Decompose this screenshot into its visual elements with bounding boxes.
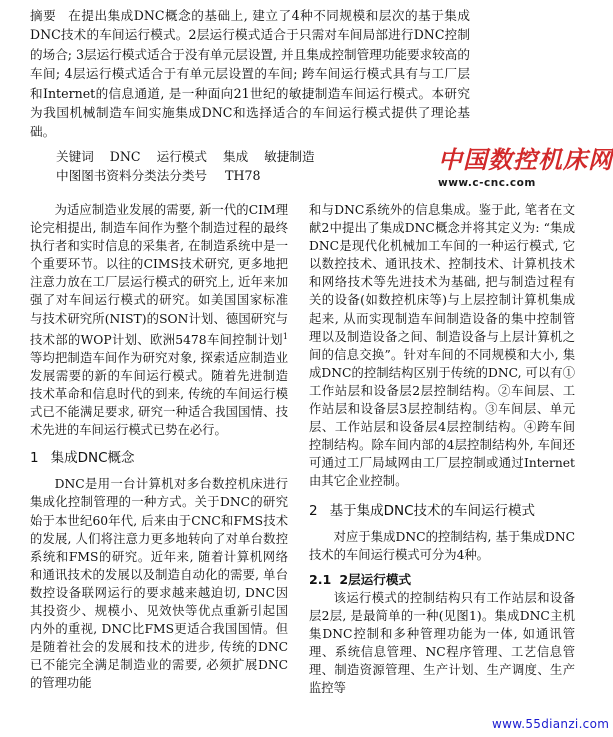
section1-paragraph: DNC是用一台计算机对多台数控机床进行集成化控制管理的一种方式。关于DNC的研究始于本世纪60年代, 后来由于CNC和FMS技术的发展, 人们将注意力更多地转向了对单台数控系统和FMS的研究。近年来, 随着计算机网络和通讯技术的发展以及制造自动化的需要, 单台数控设备联网运行的要求越来越迫切, DNC因其投资少、规模小、见效快等优点重新引起国内外的重视, DNC比FMS更适合我国国情。但是随着社会的发展和技术的进步, 传统的DNC已不能完全满足制造业的需要, 必须扩展DNC的管理功能	[30, 477, 288, 691]
section2-paragraph: 对应于集成DNC的控制结构, 基于集成DNC技术的车间运行模式可分为4种。	[309, 529, 575, 562]
section-heading	[309, 501, 575, 521]
intro-text: 为适应制造业发展的需要, 新一代的CIM理论完相提出, 制造车间作为整个制造过程的最终执行者和实时信息的采集者, 在制造系统中是一个重要环节。以往的CIMS技术研究, 更多地把注意力放在工厂层运行模式的研究上, 近年来加强了对车间运行模式的研究。如美国国家标准与技术研究所(NIST)的SON计划、德国研究与技术部的WOP计划、欧洲5478车间控制计划	[30, 203, 288, 347]
keyword-item: 集成	[222, 149, 249, 164]
section-number: 1	[30, 450, 39, 467]
abstract-label: 摘要	[30, 8, 57, 23]
subsection-number: 2.1	[309, 571, 332, 587]
logo-url: www.c-cnc.com	[438, 177, 536, 189]
keyword-item: 运行模式	[156, 149, 207, 164]
section-title: 集成DNC概念	[50, 450, 135, 467]
keywords-label: 关键词	[56, 149, 94, 164]
classification-label: 中图图书资料分类法分类号	[56, 168, 208, 183]
continued-paragraph: 和与DNC系统外的信息集成。鉴于此, 笔者在文献2中提出了集成DNC概念并将其定义为: “集成DNC是现代化机械加工车间的一种运行模式, 它以数控技术、通讯技术、控制技术、计算机技术和网络技术等先进技术为基础, 把与制造过程有关的设备(如数控机床等)与上层控制计算机集成起来, 从而实现制造车间制造设备的集中控制管理以及制造设备之间、制造设备与上层计算机之间的信息交换”。针对车间的不同规模和大小, 集成DNC的控制结构区别于传统的DNC, 可以有①工作站层和设备层2层控制结构。②车间层、工作站层和设备层3层控制结构。③车间层、单元层、工作站层和设备层4层控制结构。④跨车间控制结构。除车间内部的4层控制结构外, 车间还可通过工厂局域网由工厂层控制或通过Internet由其它企业控制。	[309, 203, 575, 489]
watermark: www.55dianzi.com	[492, 717, 610, 731]
section-number: 2	[309, 502, 318, 519]
section-title: 基于集成DNC技术的车间运行模式	[329, 502, 536, 519]
keywords	[56, 147, 315, 166]
keyword-item: DNC	[109, 149, 141, 164]
classification	[56, 166, 261, 185]
intro-paragraph	[30, 201, 288, 439]
classification-code: TH78	[225, 168, 261, 183]
intro-tail: 等均把制造车间作为研究对象, 探索适应制造业发展需要的新的车间运行模式。随着先进制造技术革命和信息时代的到来, 传统的车间运行模式已不能满足要求, 研究一种适合我国国情、技术先进的车间运行模式已势在必行。	[30, 350, 288, 438]
site-logo	[438, 140, 613, 189]
left-column	[30, 201, 288, 692]
subsection-paragraph: 该运行模式的控制结构只有工作站层和设备层2层, 是最简单的一种(见图1)。集成DNC主机集DNC控制和多种管理功能为一体, 如通讯管理、系统信息管理、NC程序管理、工艺信息管理、制造资源管理、生产计划、生产调度、生产监控等	[309, 590, 575, 696]
subsection-title: 2层运行模式	[339, 571, 412, 587]
logo-title: 中国数控机床网	[438, 145, 613, 174]
right-column	[309, 201, 575, 697]
keyword-item: 敏捷制造	[264, 149, 315, 164]
abstract	[30, 6, 470, 142]
abstract-text: 在提出集成DNC概念的基础上, 建立了4种不同规模和层次的基于集成DNC技术的车间运行模式。2层运行模式适合于只需对车间局部进行DNC控制的场合; 3层运行模式适合于没有单元层设置, 并且集成控制管理功能要求较高的车间; 4层运行模式适合于有单元层设置的车间; 跨车间运行模式具有与工厂层和Internet的信息通道, 是一种面向21世纪的敏捷制造车间运行模式。本研究为我国机械制造车间实施集成DNC和选择适合的车间运行模式提供了理论基础。	[30, 8, 471, 140]
citation-sup: 1	[282, 331, 288, 341]
section-heading	[30, 448, 288, 468]
subsection-heading	[309, 570, 575, 589]
